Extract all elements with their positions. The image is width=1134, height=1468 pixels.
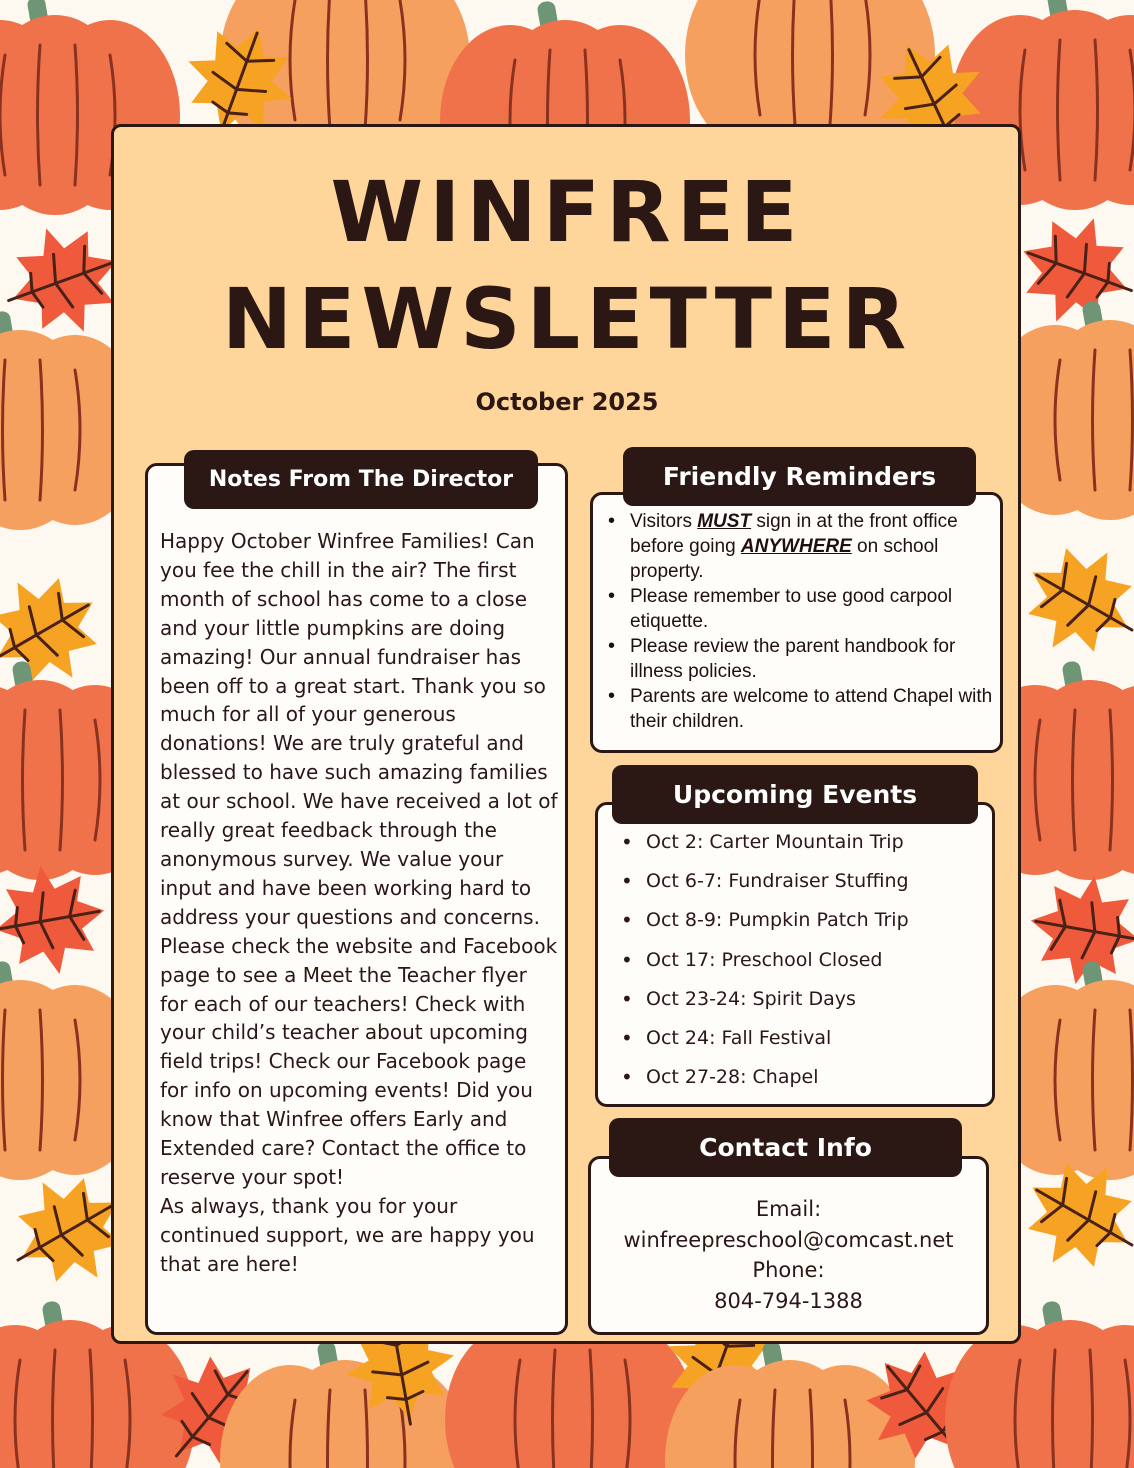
- events-list: [646, 828, 986, 1102]
- event-item: • Oct 6-7: Fundraiser Stuffing: [646, 867, 986, 906]
- event-item: • Oct 2: Carter Mountain Trip: [646, 828, 986, 867]
- email-label: Email:: [755, 1197, 822, 1221]
- director-notes-text: [160, 527, 560, 1279]
- event-item: • Oct 17: Preschool Closed: [646, 946, 986, 985]
- title-line-2: NEWSLETTER: [221, 270, 913, 368]
- title-line-1: WINFREE: [330, 163, 804, 261]
- director-paragraph-1: Happy October Winfree Families! Can you fee the chill in the air? The first month of school has come to a close and your little pumpkins are doing amazing! Our annual fundraiser has been off to a great start. Thank you so much for all of your generous donations! We are truly grateful and blessed to have such amazing families at our school. We have received a lot of really great feedback through the anonymous survey. We value your input and have been working hard to address your questions and concerns. Please check the website and Facebook page to see a Meet the Teacher flyer for each of our teachers! Check with your child’s teacher about upcoming field trips! Check our Facebook page for info on upcoming events! Did you know that Winfree offers Early and Extended care? Contact the office to reserve your spot!: [160, 529, 558, 1189]
- events-heading: Upcoming Events: [612, 765, 978, 824]
- event-item: • Oct 23-24: Spirit Days: [646, 985, 986, 1024]
- reminder-text: on school property.: [630, 536, 939, 582]
- reminders-heading: Friendly Reminders: [623, 447, 976, 506]
- contact-heading: Contact Info: [609, 1118, 962, 1177]
- event-item: • Oct 24: Fall Festival: [646, 1024, 986, 1063]
- reminders-list: [630, 509, 995, 734]
- phone-label: Phone:: [752, 1258, 825, 1282]
- reminder-emphasis-must: MUST: [697, 511, 752, 532]
- reminder-item: • Parents are welcome to attend Chapel with their children.: [630, 684, 995, 734]
- phone-number[interactable]: 804-794-1388: [714, 1288, 863, 1313]
- reminder-text: Visitors: [630, 511, 698, 532]
- director-paragraph-2: As always, thank you for your continued support, we are happy you that are here!: [160, 1193, 535, 1276]
- newsletter-date: October 2025: [475, 388, 659, 416]
- reminder-emphasis-anywhere: ANYWHERE: [740, 536, 852, 557]
- reminder-item: • Please remember to use good carpool etiquette.: [630, 584, 995, 634]
- contact-details: [588, 1194, 989, 1316]
- event-item: • Oct 8-9: Pumpkin Patch Trip: [646, 906, 986, 945]
- event-item: • Oct 27-28: Chapel: [646, 1063, 986, 1102]
- director-notes-heading: Notes From The Director: [184, 450, 538, 509]
- reminder-text: sign in at the front office before going: [630, 511, 958, 557]
- reminder-item: [630, 509, 995, 584]
- email-address[interactable]: winfreepreschool@comcast.net: [623, 1227, 954, 1252]
- reminder-item: • Please review the parent handbook for illness policies.: [630, 634, 995, 684]
